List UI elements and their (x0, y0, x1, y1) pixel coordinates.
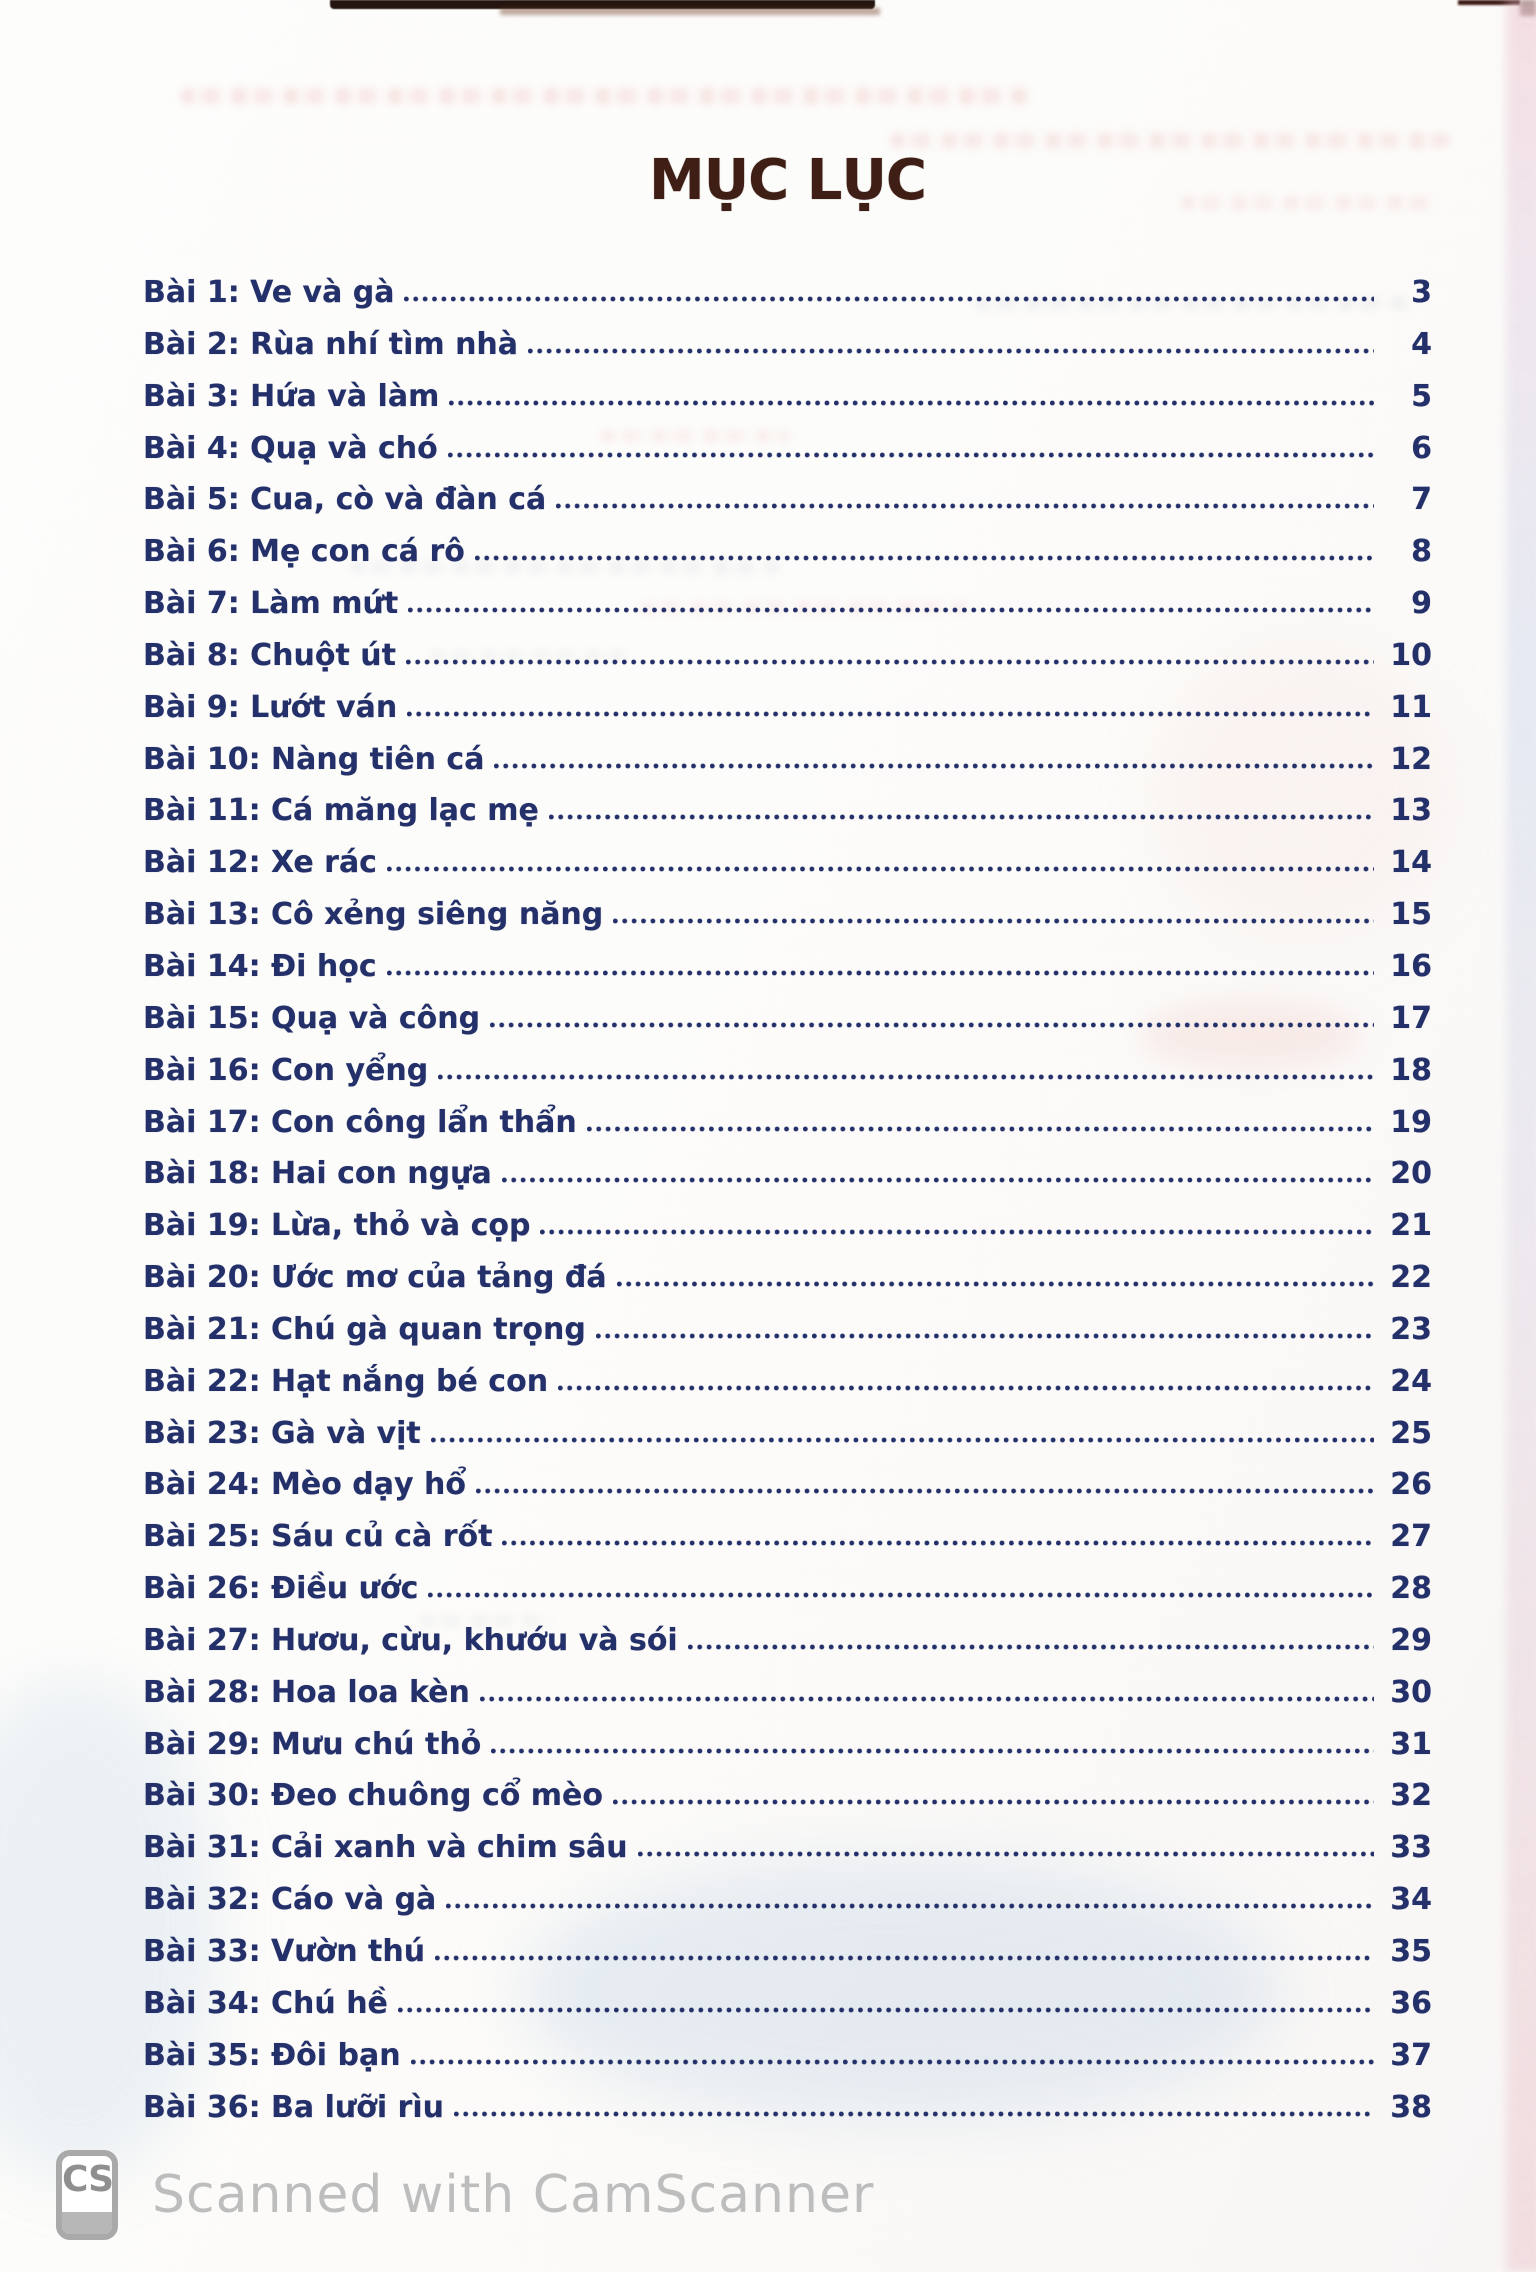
scan-corner-mark-2 (1520, 0, 1536, 16)
toc-entry-page: 24 (1390, 1363, 1432, 1399)
toc-entry-label: Bài 20: Ước mơ của tảng đá (143, 1260, 607, 1296)
toc-entry-label: Bài 30: Đeo chuông cổ mèo (143, 1778, 604, 1814)
toc-dotted-leader (556, 503, 1374, 509)
camscanner-logo-base (62, 2212, 112, 2234)
toc-entry-label: Bài 12: Xe rác (143, 845, 377, 881)
toc-entry (143, 1770, 1432, 1822)
toc-entry-label: Bài 3: Hứa và làm (143, 378, 440, 414)
toc-entry (143, 1148, 1432, 1200)
camscanner-watermark (56, 2150, 874, 2240)
toc-dotted-leader (613, 918, 1374, 924)
toc-entry-label: Bài 18: Hai con ngựa (143, 1156, 492, 1192)
toc-entry-page: 33 (1390, 1830, 1432, 1866)
toc-entry-page: 16 (1390, 948, 1432, 984)
toc-entry (143, 1459, 1432, 1511)
toc-entry (143, 1615, 1432, 1667)
toc-entry-page: 20 (1390, 1156, 1432, 1192)
toc-entry (143, 1200, 1432, 1252)
toc-entry (143, 1408, 1432, 1460)
toc-dotted-leader (480, 1696, 1374, 1702)
toc-entry (143, 785, 1432, 837)
toc-entry-page: 37 (1390, 2037, 1432, 2073)
toc-entry-page: 14 (1390, 845, 1432, 881)
toc-entry-page: 17 (1390, 1000, 1432, 1036)
toc-dotted-leader (431, 1437, 1374, 1443)
toc-entry-page: 36 (1390, 1985, 1432, 2021)
toc-dotted-leader (596, 1333, 1374, 1339)
toc-entry-label: Bài 16: Con yểng (143, 1052, 429, 1088)
toc-entry (143, 2030, 1432, 2082)
toc-dotted-leader (448, 452, 1374, 458)
toc-entry (143, 267, 1432, 319)
toc-entry (143, 993, 1432, 1045)
toc-list (143, 267, 1432, 2133)
toc-dotted-leader (475, 555, 1374, 561)
toc-entry-page: 21 (1390, 1208, 1432, 1244)
toc-entry (143, 526, 1432, 578)
toc-entry-page: 3 (1411, 275, 1432, 310)
toc-entry-label: Bài 28: Hoa loa kèn (143, 1674, 470, 1710)
scan-edge-top-smudge (500, 8, 880, 15)
toc-dotted-leader (446, 1903, 1374, 1909)
toc-dotted-leader (587, 1126, 1374, 1132)
toc-entry-page: 25 (1390, 1415, 1432, 1451)
toc-entry-label: Bài 32: Cáo và gà (143, 1882, 437, 1918)
toc-entry (143, 1097, 1432, 1149)
toc-entry-page: 28 (1390, 1571, 1432, 1607)
toc-entry (143, 941, 1432, 993)
toc-dotted-leader (528, 348, 1374, 354)
toc-entry-label: Bài 26: Điều ước (143, 1571, 419, 1607)
toc-entry-page: 32 (1390, 1778, 1432, 1814)
toc-dotted-leader (502, 1540, 1374, 1546)
toc-entry (143, 1563, 1432, 1615)
toc-entry-label: Bài 9: Lướt ván (143, 689, 398, 725)
scan-corner-mark (1458, 0, 1520, 5)
toc-dotted-leader (502, 1177, 1374, 1183)
toc-dotted-leader (406, 659, 1374, 665)
toc-entry (143, 1874, 1432, 1926)
toc-entry (143, 682, 1432, 734)
scan-edge-top-strip (330, 0, 875, 9)
toc-entry-label: Bài 24: Mèo dạy hổ (143, 1467, 466, 1503)
toc-entry-page: 9 (1411, 586, 1432, 622)
toc-entry-page: 38 (1390, 2089, 1432, 2125)
toc-entry-page: 12 (1390, 741, 1432, 777)
toc-entry-label: Bài 8: Chuột út (143, 637, 396, 673)
toc-entry (143, 1252, 1432, 1304)
toc-dotted-leader (688, 1644, 1374, 1650)
toc-entry-page: 27 (1390, 1519, 1432, 1555)
toc-entry (143, 1926, 1432, 1978)
toc-entry-label: Bài 27: Hươu, cừu, khướu và sói (143, 1622, 678, 1658)
toc-entry-page: 18 (1390, 1052, 1432, 1088)
toc-entry-page: 13 (1390, 793, 1432, 829)
toc-entry-label: Bài 36: Ba lưỡi rìu (143, 2089, 444, 2125)
toc-entry-label: Bài 2: Rùa nhí tìm nhà (143, 326, 519, 362)
toc-entry (143, 578, 1432, 630)
toc-entry (143, 371, 1432, 423)
toc-entry-label: Bài 13: Cô xẻng siêng năng (143, 897, 604, 933)
toc-entry-label: Bài 5: Cua, cò và đàn cá (143, 482, 547, 518)
toc-dotted-leader (398, 2007, 1374, 2013)
toc-dotted-leader (408, 607, 1374, 613)
toc-entry (143, 474, 1432, 526)
toc-entry (143, 1045, 1432, 1097)
toc-entry-label: Bài 7: Làm mứt (143, 586, 399, 622)
toc-entry (143, 319, 1432, 371)
bleed-through-text-1 (180, 88, 1030, 104)
toc-entry (143, 1304, 1432, 1356)
toc-dotted-leader (435, 1955, 1374, 1961)
toc-entry (143, 1667, 1432, 1719)
toc-entry-page: 10 (1390, 637, 1432, 673)
toc-dotted-leader (549, 814, 1374, 820)
toc-entry-page: 5 (1411, 378, 1432, 414)
toc-entry (143, 1822, 1432, 1874)
toc-dotted-leader (540, 1229, 1374, 1235)
toc-entry (143, 1511, 1432, 1563)
camscanner-logo-icon (56, 2150, 118, 2240)
toc-dotted-leader (617, 1281, 1374, 1287)
toc-dotted-leader (476, 1488, 1374, 1494)
toc-entry-label: Bài 11: Cá măng lạc mẹ (143, 793, 539, 829)
toc-entry (143, 423, 1432, 475)
toc-entry (143, 837, 1432, 889)
toc-entry-page: 23 (1390, 1311, 1432, 1347)
toc-entry-label: Bài 29: Mưu chú thỏ (143, 1726, 482, 1762)
toc-entry-label: Bài 25: Sáu củ cà rốt (143, 1519, 493, 1555)
toc-entry-label: Bài 10: Nàng tiên cá (143, 741, 485, 777)
toc-dotted-leader (411, 2059, 1374, 2065)
toc-entry (143, 1719, 1432, 1771)
toc-entry-label: Bài 33: Vườn thú (143, 1934, 426, 1969)
toc-entry-page: 11 (1390, 689, 1432, 725)
toc-entry-label: Bài 21: Chú gà quan trọng (143, 1311, 586, 1347)
toc-entry-label: Bài 15: Quạ và công (143, 1000, 481, 1036)
toc-dotted-leader (613, 1799, 1374, 1805)
scan-right-edge-band (1506, 0, 1536, 2272)
toc-dotted-leader (454, 2111, 1374, 2117)
toc-entry-page: 6 (1411, 430, 1432, 466)
toc-entry-label: Bài 17: Con công lẩn thẩn (143, 1104, 577, 1140)
toc-entry-page: 26 (1390, 1467, 1432, 1503)
toc-entry-label: Bài 14: Đi học (143, 948, 377, 984)
toc-entry-page: 4 (1411, 326, 1432, 362)
toc-entry-label: Bài 31: Cải xanh và chim sâu (143, 1830, 628, 1866)
toc-entry-page: 8 (1411, 534, 1432, 570)
toc-dotted-leader (404, 296, 1374, 302)
toc-dotted-leader (438, 1074, 1374, 1080)
toc-entry (143, 1978, 1432, 2030)
toc-dotted-leader (428, 1592, 1374, 1598)
toc-entry-label: Bài 1: Ve và gà (143, 275, 395, 310)
toc-entry-page: 31 (1390, 1726, 1432, 1762)
toc-entry (143, 889, 1432, 941)
toc-dotted-leader (407, 711, 1374, 717)
toc-dotted-leader (449, 400, 1374, 406)
toc-dotted-leader (387, 866, 1374, 872)
toc-entry (143, 1356, 1432, 1408)
toc-dotted-leader (638, 1851, 1374, 1857)
toc-entry-page: 34 (1390, 1882, 1432, 1918)
toc-entry-label: Bài 6: Mẹ con cá rô (143, 534, 465, 570)
toc-entry-page: 15 (1390, 897, 1432, 933)
toc-entry-page: 30 (1390, 1674, 1432, 1710)
page-title: MỤC LỤC (648, 148, 927, 213)
toc-entry-page: 29 (1390, 1622, 1432, 1658)
toc-dotted-leader (558, 1385, 1374, 1391)
toc-entry-page: 7 (1411, 482, 1432, 518)
camscanner-watermark-text: Scanned with CamScanner (152, 2165, 875, 2225)
toc-entry-label: Bài 34: Chú hề (143, 1985, 388, 2021)
toc-dotted-leader (491, 1748, 1374, 1754)
toc-entry (143, 734, 1432, 786)
toc-dotted-leader (387, 970, 1374, 976)
toc-entry-label: Bài 19: Lừa, thỏ và cọp (143, 1208, 531, 1244)
toc-entry-label: Bài 4: Quạ và chó (143, 430, 438, 466)
toc-entry-page: 22 (1390, 1260, 1432, 1296)
toc-entry-page: 19 (1390, 1104, 1432, 1140)
toc-entry-label: Bài 35: Đôi bạn (143, 2037, 401, 2073)
toc-dotted-leader (494, 763, 1374, 769)
bleed-through-text-2 (890, 133, 1450, 148)
toc-dotted-leader (490, 1022, 1374, 1028)
toc-entry (143, 630, 1432, 682)
camscanner-logo-text: CS (62, 2159, 114, 2200)
toc-entry-label: Bài 23: Gà và vịt (143, 1415, 421, 1451)
toc-entry-label: Bài 22: Hạt nắng bé con (143, 1363, 549, 1399)
toc-entry-page: 35 (1390, 1934, 1432, 1969)
toc-entry (143, 2082, 1432, 2134)
